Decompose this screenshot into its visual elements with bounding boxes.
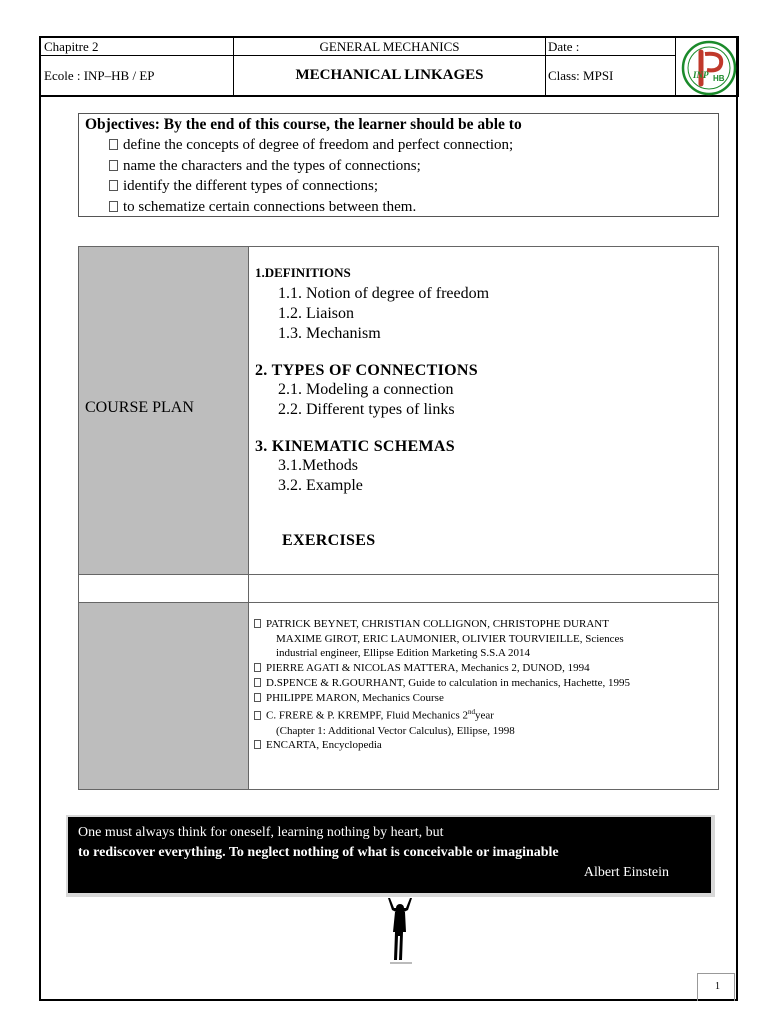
subject-label: GENERAL MECHANICS [319,39,460,54]
inp-hb-logo [679,40,739,96]
bullet-icon [254,663,261,672]
quote-line: One must always think for oneself, learning nothing by heart, but [78,825,444,840]
bullet-icon [254,619,261,628]
table-of-contents [255,265,710,550]
bullet-icon [109,180,118,191]
bullet-icon [254,711,261,720]
reference-line: industrial engineer, Ellipse Edition Marketing S.S.A 2014 [276,647,531,660]
quote-box [68,817,711,893]
toc-section-title: 1.DEFINITIONS [255,265,351,280]
svg-text:INP: INP [693,70,709,80]
header-divider [675,38,676,95]
toc-subsection: 2.1. Modeling a connection [278,381,454,398]
person-silhouette-icon [380,896,420,966]
course-plan-table [78,246,719,790]
toc-section-title: 3. KINEMATIC SCHEMAS [255,438,455,455]
row-divider [79,574,718,575]
references-label-cell [79,603,248,789]
reference-item: ENCARTA, Encyclopedia [254,738,709,753]
objectives-title: Objectives: By the end of this course, the learner should be able to [85,116,522,133]
objectives-list [85,135,712,217]
reference-item: PHILIPPE MARON, Mechanics Course [254,691,709,706]
page-number-box [697,973,735,1001]
row-divider [79,602,718,603]
quote-author: Albert Einstein [583,865,669,880]
header-divider [233,38,234,95]
list-item: define the concepts of degree of freedom and perfect connection; [109,135,712,156]
header-divider [545,38,546,95]
page-title: MECHANICAL LINKAGES [295,67,484,83]
header-row-divider [41,55,675,56]
quote-line: to rediscover everything. To neglect nothing of what is conceivable or imaginable [78,845,559,860]
chapter-label: Chapitre 2 [44,39,99,54]
toc-exercises: EXERCISES [282,532,376,549]
toc-subsection: 2.2. Different types of links [278,401,455,418]
list-item: name the characters and the types of connections; [109,156,712,177]
list-item: identify the different types of connections; [109,176,712,197]
toc-subsection: 3.1.Methods [278,457,358,474]
toc-subsection: 1.2. Liaison [278,305,354,322]
column-divider [248,247,249,789]
page-number: 1 [715,981,720,992]
toc-subsection: 1.1. Notion of degree of freedom [278,285,490,302]
objectives-box [78,113,719,217]
reference-line: MAXIME GIROT, ERIC LAUMONIER, OLIVIER TOURVIEILLE, Sciences [276,632,624,645]
bullet-icon [109,139,118,150]
course-plan-label: COURSE PLAN [85,399,194,416]
bullet-icon [254,740,261,749]
reference-item: C. FRERE & P. KREMPF, Fluid Mechanics 2ndyear [254,705,709,723]
svg-text:HB: HB [713,74,725,83]
bullet-icon [254,693,261,702]
class-label: Class: MPSI [548,68,614,83]
bullet-icon [109,201,118,212]
references-list [254,617,709,753]
bullet-icon [254,678,261,687]
list-item: to schematize certain connections between them. [109,197,712,218]
toc-subsection: 1.3. Mechanism [278,325,381,342]
reference-item: PATRICK BEYNET, CHRISTIAN COLLIGNON, CHRISTOPHE DURANT [254,617,709,632]
header-table [39,36,739,97]
toc-subsection: 3.2. Example [278,477,363,494]
toc-section-title: 2. TYPES OF CONNECTIONS [255,362,478,379]
reference-item: D.SPENCE & R.GOURHANT, Guide to calculation in mechanics, Hachette, 1995 [254,676,709,691]
logo-icon [679,40,739,96]
school-label: Ecole : INP–HB / EP [44,68,155,83]
reference-item: PIERRE AGATI & NICOLAS MATTERA, Mechanics 2, DUNOD, 1994 [254,661,709,676]
bullet-icon [109,160,118,171]
spacer-row [79,575,718,602]
reference-line: (Chapter 1: Additional Vector Calculus), Ellipse, 1998 [276,724,515,737]
date-label: Date : [548,39,580,54]
